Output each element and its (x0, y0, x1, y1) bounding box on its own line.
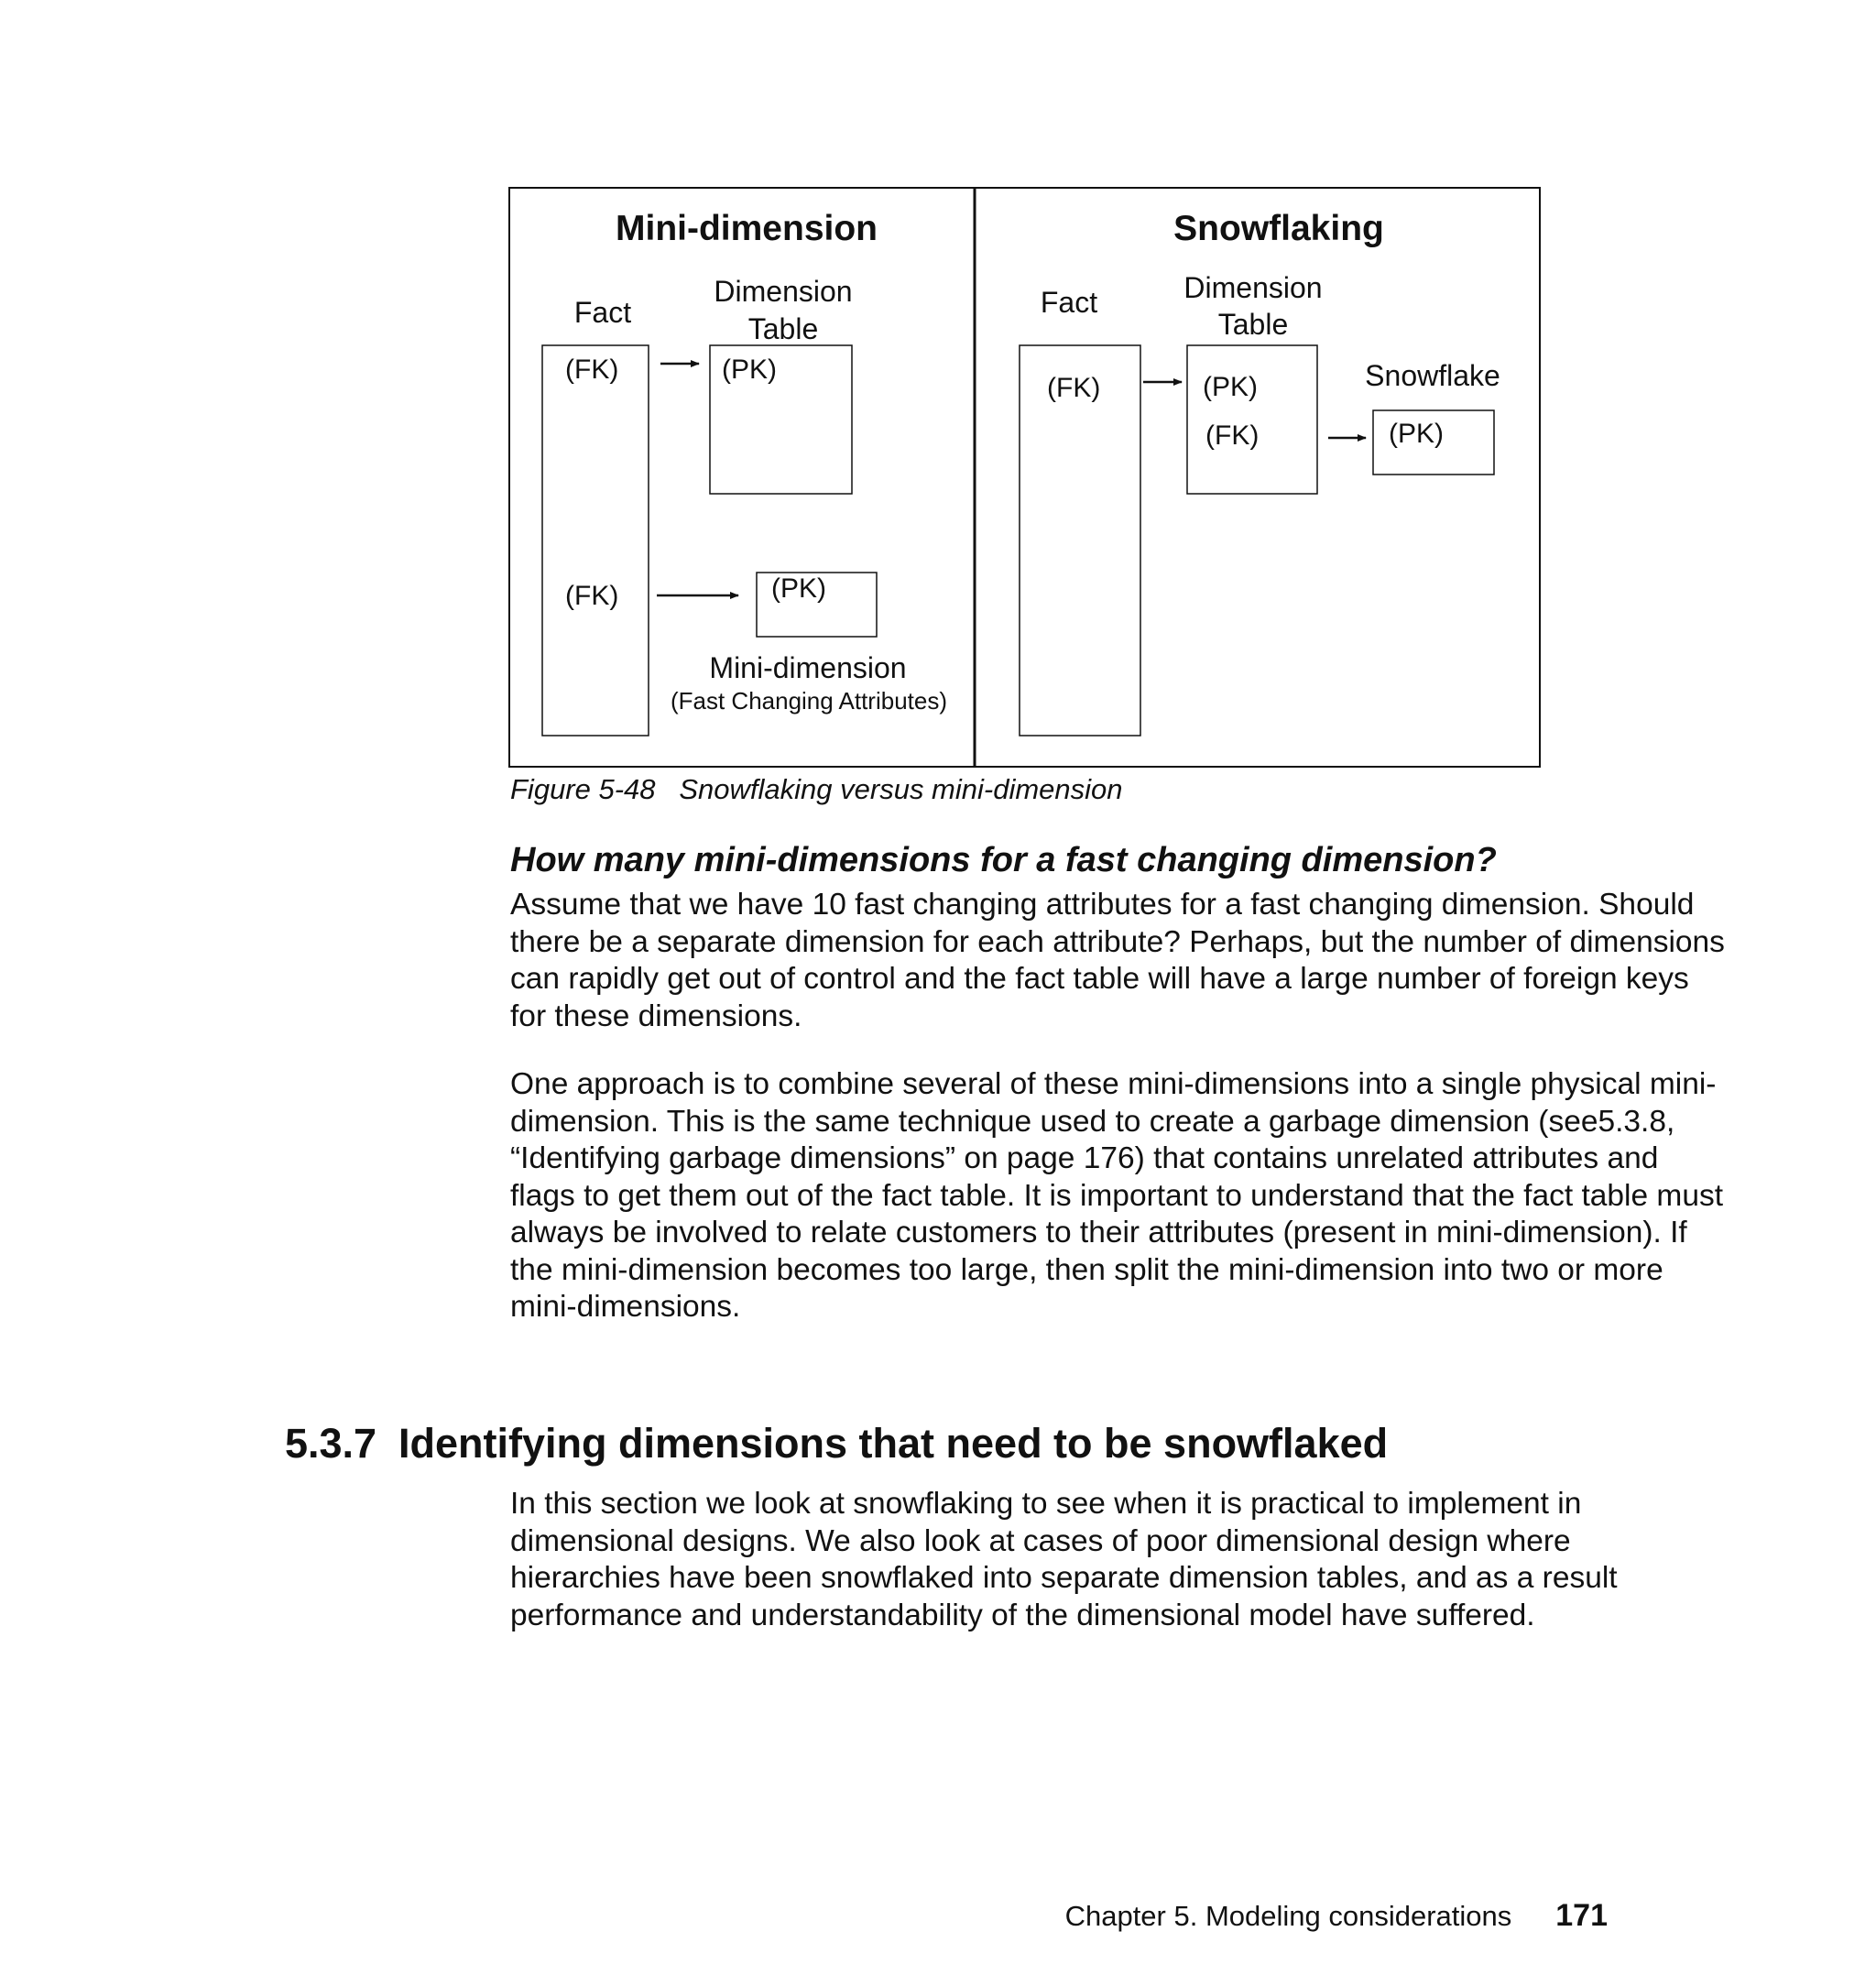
left-fact-fk2: (FK) (565, 581, 619, 611)
right-dimension-label-line1: Dimension (1183, 271, 1323, 304)
left-panel-title: Mini-dimension (616, 209, 878, 248)
figure-number: Figure 5-48 (510, 773, 656, 805)
page-footer (1065, 1898, 1608, 1934)
right-fact-label: Fact (1040, 286, 1098, 319)
mini-dimension-label: Mini-dimension (709, 651, 907, 684)
left-fact-table-box (542, 345, 649, 736)
section-title: Identifying dimensions that need to be snowflaked (398, 1420, 1389, 1467)
mini-dimension-pk: (PK) (771, 573, 826, 604)
right-dimension-fk: (FK) (1205, 420, 1260, 451)
left-fact-label: Fact (573, 296, 632, 329)
figure-caption (510, 773, 1123, 806)
snowflake-label: Snowflake (1365, 359, 1500, 392)
question-heading: How many mini-dimensions for a fast changing dimension? (510, 841, 1497, 879)
left-dimension-pk: (PK) (722, 355, 777, 385)
mini-dimension-sublabel: (Fast Changing Attributes) (670, 687, 948, 715)
paragraph-combine-approach: One approach is to combine several of these mini-dimensions into a single physical mini-dimension. This is the same technique used to create a garbage dimension (see5.3.8, “Identifying garbage dimensions” on page 176) that contains unrelated attributes and flags to get them out of the fact table. It is important to understand that the fact table must always be involved to relate customers to their attributes (present in mini-dimension). If the mini-dimension becomes too large, then split the mini-dimension into two or more mini-dimensions. (510, 1067, 1724, 1324)
left-fact-fk1: (FK) (565, 355, 619, 385)
section-number: 5.3.7 (285, 1420, 377, 1467)
paragraph-section-intro: In this section we look at snowflaking to see when it is practical to implement in dimensional designs. We also look at cases of poor dimensional design where hierarchies have been snowflaked into separate dimension tables, and as a result performance and understandability of the dimensional model have suffered. (510, 1487, 1618, 1632)
figure-caption-text: Snowflaking versus mini-dimension (679, 773, 1123, 805)
snowflake-pk: (PK) (1389, 419, 1444, 449)
section-heading (285, 1420, 1388, 1468)
left-dimension-label-line2: Table (747, 312, 819, 345)
paragraph-fast-changing: Assume that we have 10 fast changing attributes for a fast changing dimension. Should there be a separate dimension for each attribute? Perhaps, but the number of dimensions can rapidly get out of control and the fact table will have a large number of foreign keys for these dimensions. (510, 888, 1725, 1033)
footer-chapter: Chapter 5. Modeling considerations (1064, 1900, 1512, 1932)
right-fact-table-box (1020, 345, 1140, 736)
right-dimension-table-box (1187, 345, 1317, 494)
right-dimension-label-line2: Table (1217, 308, 1289, 341)
page-number: 171 (1555, 1898, 1608, 1933)
figure-frame (509, 188, 1540, 767)
left-dimension-label-line1: Dimension (714, 275, 853, 308)
right-panel-title: Snowflaking (1173, 209, 1384, 248)
right-fact-fk: (FK) (1047, 373, 1101, 403)
snowflaking-figure (0, 0, 1876, 806)
right-dimension-pk: (PK) (1203, 372, 1258, 402)
